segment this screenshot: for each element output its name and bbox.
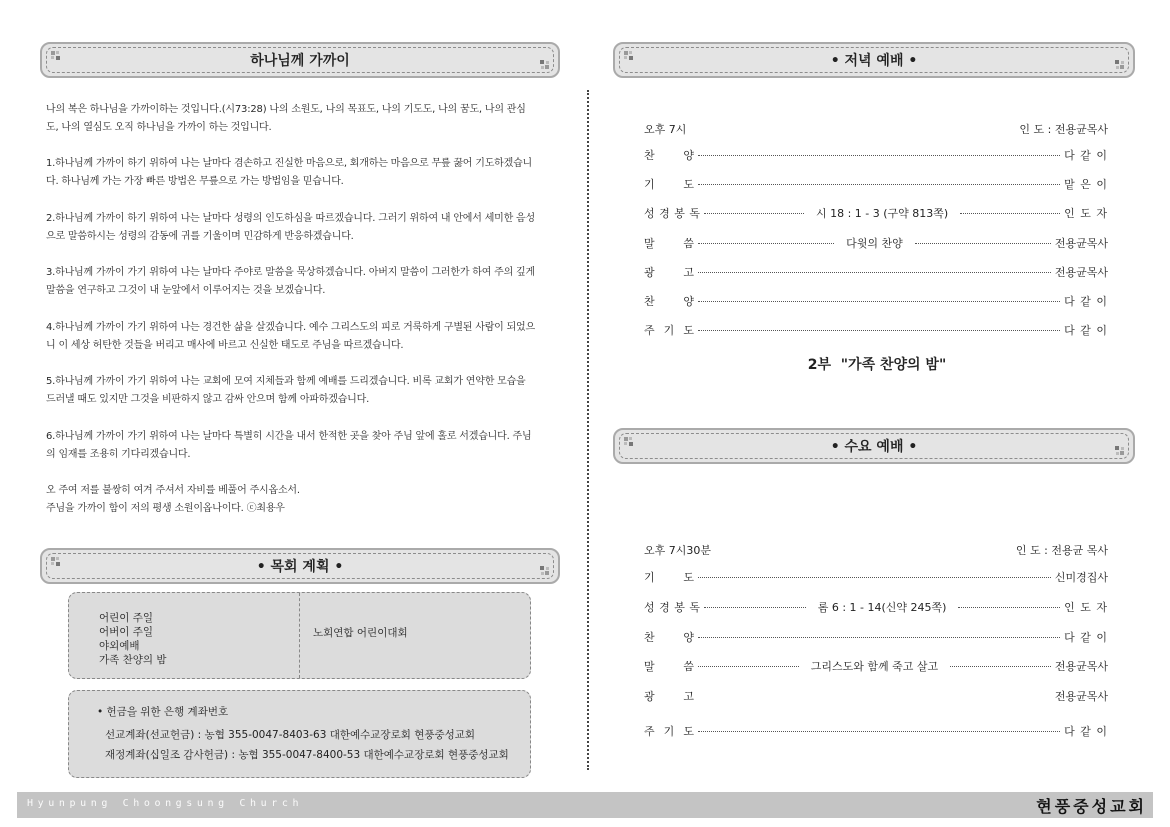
order-label: 찬 양 <box>644 149 694 162</box>
order-person: 인 도 자 <box>1064 601 1109 614</box>
order-row <box>644 722 1108 740</box>
point-2-paragraph: 2.하나님께 가까이 하기 위하여 나는 날마다 성령의 인도하심을 따르겠습니다. 그러기 위하여 내 안에서 세미한 음성으로 말씀하시는 성령의 감동에 귀를 기울이며 민감하게 반응하겠습니다. <box>46 213 535 242</box>
intro-paragraph: 나의 복은 하나님을 가까이하는 것입니다.(시73:28) 나의 소원도, 나의 목표도, 나의 기도도, 나의 꿈도, 나의 관심도, 나의 열심도 오직 하나님을 가까이 하는 것입니다. <box>46 104 526 133</box>
order-label: 주 기 도 <box>644 725 694 738</box>
dotted-leader <box>950 666 1051 667</box>
order-row <box>644 146 1108 164</box>
order-row <box>644 204 1108 222</box>
order-label: 광 고 <box>644 690 694 703</box>
wednesday-header <box>644 542 1108 558</box>
banner-corner-decoration <box>1110 55 1124 69</box>
banner-title: • 저녁 예배 • <box>830 53 918 69</box>
dotted-leader <box>704 213 804 214</box>
bank-account-box <box>68 690 531 778</box>
footer-church-name-korean: 현풍중성교회 <box>1036 797 1147 816</box>
closing-prayer: 오 주여 저를 불쌍히 여겨 주셔서 자비를 베풀어 주시옵소서. 주님을 가까이 함이 저의 평생 소원이옵나이다. ⓒ최용우 <box>46 485 300 514</box>
dotted-leader <box>960 213 1060 214</box>
dotted-leader <box>698 731 1060 732</box>
order-person: 다 같 이 <box>1064 324 1108 337</box>
banner-corner-decoration <box>51 51 65 65</box>
order-row <box>644 175 1108 193</box>
order-person: 다 같 이 <box>1064 725 1108 738</box>
plan-item: 가족 찬양의 밤 <box>99 654 167 666</box>
dotted-leader <box>698 637 1060 638</box>
order-label: 말 씀 <box>644 237 694 250</box>
part2-title: 2부 "가족 찬양의 밤" <box>807 357 947 373</box>
banner-title: • 수요 예배 • <box>830 439 918 455</box>
order-label: 기 도 <box>644 178 694 191</box>
banner-corner-decoration <box>1110 441 1124 455</box>
banner-corner-decoration <box>535 561 549 575</box>
banner-evening-service <box>613 42 1135 78</box>
service-leader: 인 도 : 전용균 목사 <box>1015 544 1108 557</box>
plan-divider <box>299 593 300 678</box>
order-row <box>644 263 1108 281</box>
plan-item: 야외예배 <box>99 640 140 652</box>
order-person: 다 같 이 <box>1064 149 1108 162</box>
service-time: 오후 7시 <box>644 123 687 136</box>
footer-bar <box>17 792 1153 818</box>
plan-right-item: 노회연합 어린이대회 <box>313 627 408 639</box>
banner-ministry-plan <box>40 548 560 584</box>
order-label: 주 기 도 <box>644 324 694 337</box>
banner-title: 하나님께 가까이 <box>250 53 350 69</box>
order-person: 다 같 이 <box>1064 631 1108 644</box>
point-6-paragraph: 6.하나님께 가까이 가기 위하여 나는 날마다 특별히 시간을 내서 한적한 곳을 찾아 주님 앞에 홀로 서겠습니다. 주님의 임재를 조용히 기다리겠습니다. <box>46 431 532 460</box>
mission-account: 선교계좌(선교헌금) : 농협 355-0047-8403-63 대한예수교장로회 현풍중성교회 <box>105 729 476 741</box>
dotted-leader <box>958 607 1060 608</box>
dotted-leader <box>698 577 1051 578</box>
banner-wednesday-service <box>613 428 1135 464</box>
order-label: 광 고 <box>644 266 694 279</box>
point-5-paragraph: 5.하나님께 가까이 가기 위하여 나는 교회에 모여 지체들과 함께 예배를 드리겠습니다. 비록 교회가 연약한 모습을 드러낼 때도 있지만 그것을 비판하지 않고 감싸 안으며 함께 아파하겠습니다. <box>46 376 526 405</box>
sermon-title: 그리스도와 함께 죽고 살고 <box>810 660 939 673</box>
order-label: 찬 양 <box>644 631 694 644</box>
order-row <box>644 687 1108 705</box>
order-person: 전용균목사 <box>1054 266 1108 279</box>
order-label: 성 경 봉 독 <box>644 601 700 614</box>
order-row <box>644 657 1108 675</box>
plan-item: 어버이 주일 <box>99 626 154 638</box>
dotted-leader <box>704 607 806 608</box>
dotted-leader <box>698 666 799 667</box>
banner-draw-near <box>40 42 560 78</box>
order-person: 인 도 자 <box>1064 207 1109 220</box>
order-row <box>644 292 1108 310</box>
plan-item: 어린이 주일 <box>99 612 154 624</box>
dotted-leader <box>698 243 834 244</box>
banner-corner-decoration <box>624 51 638 65</box>
order-row <box>644 234 1108 252</box>
dotted-leader <box>698 272 1051 273</box>
bank-title: • 헌금을 위한 은행 계좌번호 <box>97 706 229 718</box>
dotted-leader <box>698 301 1060 302</box>
dotted-leader <box>698 184 1060 185</box>
footer-church-name-english: Hyunpung Choongsung Church <box>27 798 304 809</box>
service-leader: 인 도 : 전용균목사 <box>1019 123 1108 136</box>
scripture-reference: 롬 6 : 1 - 14(신약 245쪽) <box>817 601 947 614</box>
order-row <box>644 568 1108 586</box>
banner-corner-decoration <box>51 557 65 571</box>
point-3-paragraph: 3.하나님께 가까이 가기 위하여 나는 날마다 주야로 말씀을 묵상하겠습니다. 아버지 말씀이 그러한가 하여 주의 깊게 말씀을 연구하고 그것이 내 눈앞에서 이루어지는 것을 보겠습니다. <box>46 267 535 296</box>
order-person: 전용균목사 <box>1054 237 1108 250</box>
dotted-leader <box>698 155 1060 156</box>
order-person: 다 같 이 <box>1064 295 1108 308</box>
banner-corner-decoration <box>624 437 638 451</box>
sermon-title: 다윗의 찬양 <box>846 237 903 250</box>
order-row <box>644 628 1108 646</box>
finance-account: 재정계좌(십일조 감사헌금) : 농협 355-0047-8400-53 대한예수교장로회 현풍중성교회 <box>105 749 509 761</box>
point-4-paragraph: 4.하나님께 가까이 가기 위하여 나는 경건한 삶을 살겠습니다. 예수 그리스도의 피로 거룩하게 구별된 사람이 되었으니 이 세상 허탄한 것들을 버리고 매사에 바르고 신실한 태도로 주님을 따르겠습니다. <box>46 322 535 351</box>
order-label: 찬 양 <box>644 295 694 308</box>
order-label: 성 경 봉 독 <box>644 207 700 220</box>
column-divider <box>587 90 589 770</box>
order-label: 기 도 <box>644 571 694 584</box>
order-person: 전용균목사 <box>1054 660 1109 673</box>
order-person: 맡 은 이 <box>1064 178 1108 191</box>
dotted-leader <box>698 696 1051 697</box>
banner-title: • 목회 계획 • <box>256 559 344 575</box>
scripture-reference: 시 18 : 1 - 3 (구약 813쪽) <box>815 207 949 220</box>
dotted-leader <box>698 330 1060 331</box>
evening-header <box>644 121 1108 137</box>
order-row <box>644 598 1108 616</box>
ministry-plan-box <box>68 592 531 679</box>
order-person: 전용균목사 <box>1054 690 1108 703</box>
point-1-paragraph: 1.하나님께 가까이 하기 위하여 나는 날마다 겸손하고 진실한 마음으로, 회개하는 마음으로 무릎 꿇어 기도하겠습니다. 하나님께 가는 가장 빠른 방법은 무릎으로 가는 방법임을 믿습니다. <box>46 158 533 187</box>
order-row <box>644 321 1108 339</box>
banner-corner-decoration <box>535 55 549 69</box>
service-time: 오후 7시30분 <box>644 544 711 557</box>
dotted-leader <box>915 243 1051 244</box>
order-label: 말 씀 <box>644 660 694 673</box>
order-person: 신미경집사 <box>1054 571 1108 584</box>
plan-left-list <box>99 611 167 667</box>
